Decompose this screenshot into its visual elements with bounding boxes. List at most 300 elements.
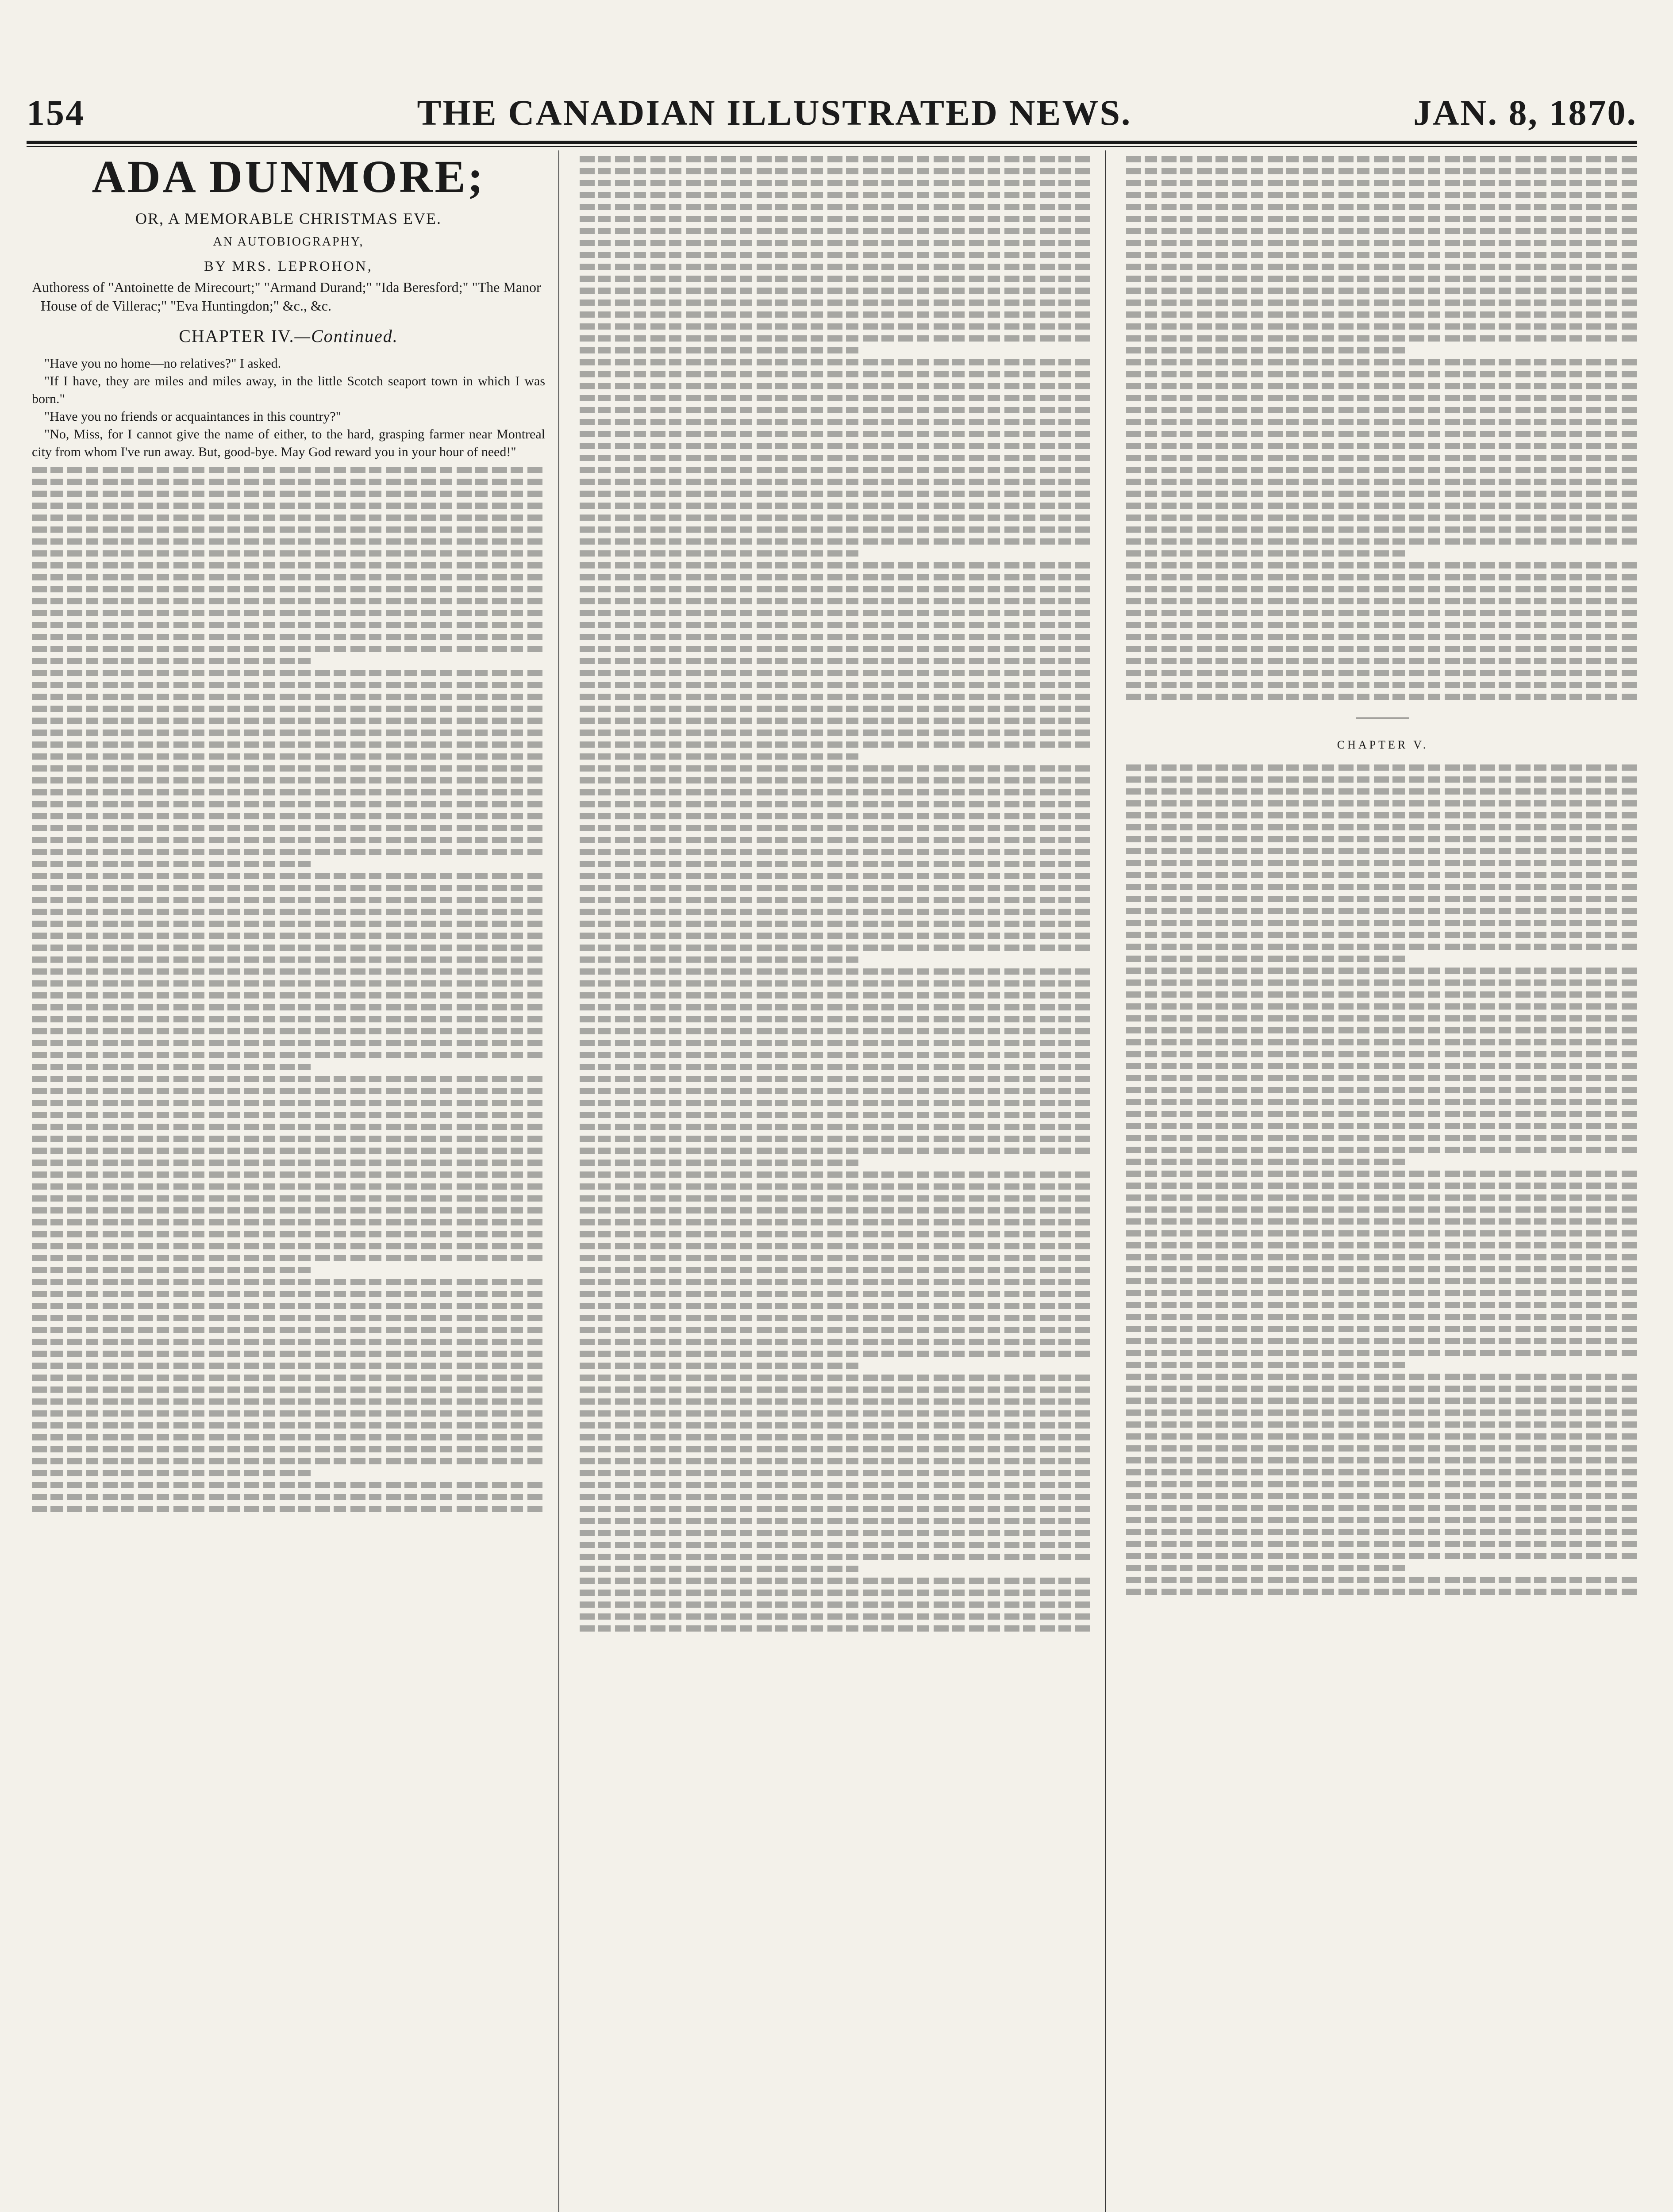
illegible-line	[1126, 1099, 1639, 1105]
illegible-line	[1126, 634, 1639, 640]
illegible-line	[580, 1482, 1093, 1488]
illegible-line	[580, 156, 1093, 162]
illegible-line	[1126, 1386, 1639, 1392]
illegible-line	[580, 359, 1093, 365]
chapter-heading	[32, 325, 545, 348]
paragraph: "No, Miss, for I cannot give the name of either, to the hard, grasping farmer near Montreal city from whom I've run away. But, good-bye. May God reward you in your hour of need!"	[32, 427, 545, 459]
illegible-line	[1126, 180, 1639, 186]
illegible-line	[580, 622, 1093, 628]
illegible-line	[32, 1243, 545, 1249]
illegible-line	[1126, 1362, 1408, 1368]
illegible-line	[580, 550, 862, 557]
illegible-line	[1126, 1314, 1639, 1320]
illegible-line	[1126, 419, 1639, 425]
illegible-line	[1126, 1266, 1639, 1272]
illegible-line	[1126, 1111, 1639, 1117]
illegible-line	[32, 1195, 545, 1202]
illegible-line	[1126, 1254, 1639, 1260]
illegible-line	[32, 682, 545, 688]
illegible-line	[32, 1231, 545, 1237]
illegible-line	[1126, 1218, 1639, 1225]
illegible-line	[1126, 956, 1408, 962]
illegible-line	[580, 1171, 1093, 1178]
illegible-line	[580, 646, 1093, 652]
illegible-line	[580, 789, 1093, 795]
illegible-line	[580, 861, 1093, 867]
illegible-line	[580, 455, 1093, 461]
illegible-line	[32, 873, 545, 879]
illegible-line	[32, 515, 545, 521]
illegible-line	[580, 1375, 1093, 1381]
illegible-line	[1126, 276, 1639, 282]
illegible-line	[32, 1375, 545, 1381]
illegible-line	[580, 813, 1093, 819]
illegible-line	[580, 1195, 1093, 1202]
illegible-line	[32, 1482, 545, 1488]
illegible-line	[580, 371, 1093, 377]
illegible-line	[1126, 991, 1639, 998]
story-title: ADA DUNMORE;	[92, 151, 485, 202]
publication-title: THE CANADIAN ILLUSTRATED NEWS.	[417, 92, 1132, 133]
illegible-line	[580, 1160, 862, 1166]
illegible-line	[32, 789, 545, 795]
illegible-line	[32, 861, 314, 867]
paragraph: "Have you no home—no relatives?" I asked.	[44, 356, 281, 371]
illegible-line	[580, 300, 1093, 306]
illegible-line	[1126, 1051, 1639, 1057]
illegible-line	[580, 801, 1093, 807]
illegible-line	[1126, 1087, 1639, 1093]
page-header	[27, 88, 1637, 137]
illegible-line	[580, 1458, 1093, 1464]
illegible-line	[580, 1255, 1093, 1261]
illegible-line	[1126, 1183, 1639, 1189]
illegible-line	[32, 694, 545, 700]
illegible-line	[580, 1398, 1093, 1405]
illegible-line	[1126, 682, 1639, 688]
illegible-line	[580, 180, 1093, 186]
illegible-line	[32, 968, 545, 975]
illegible-line	[1126, 1194, 1639, 1201]
illegible-line	[580, 1004, 1093, 1010]
illegible-line	[1126, 156, 1639, 162]
illegible-line	[32, 741, 545, 748]
illegible-line	[580, 1351, 1093, 1357]
illegible-line	[32, 730, 545, 736]
illegible-line	[1126, 932, 1639, 938]
illegible-line	[1126, 836, 1639, 842]
illegible-line	[580, 837, 1093, 843]
illegible-line	[32, 801, 545, 807]
illegible-line	[580, 538, 1093, 545]
illegible-line	[580, 168, 1093, 174]
illegible-line	[32, 1136, 545, 1142]
illegible-line	[32, 1124, 545, 1130]
illegible-line	[580, 1518, 1093, 1524]
illegible-line	[580, 1064, 1093, 1070]
illegible-line	[580, 980, 1093, 987]
illegible-line	[32, 1088, 545, 1094]
illegible-line	[580, 1530, 1093, 1536]
illegible-line	[32, 1148, 545, 1154]
column-divider	[1105, 150, 1106, 2212]
illegible-line	[1126, 395, 1639, 401]
illegible-line	[32, 753, 545, 760]
illegible-line	[32, 897, 545, 903]
illegible-line	[1126, 1529, 1639, 1535]
illegible-line	[580, 933, 1093, 939]
illegible-text-block	[1126, 156, 1639, 700]
illegible-line	[1126, 920, 1639, 926]
illegible-line	[580, 240, 1093, 246]
illegible-line	[32, 538, 545, 545]
column-3	[1126, 150, 1639, 2212]
column-divider	[558, 150, 559, 2212]
illegible-line	[32, 562, 545, 568]
illegible-line	[580, 777, 1093, 783]
column-1	[32, 150, 545, 2212]
illegible-line	[1126, 562, 1639, 568]
illegible-line	[32, 1458, 545, 1464]
illegible-line	[32, 1470, 314, 1476]
illegible-line	[580, 682, 1093, 688]
illegible-line	[32, 467, 545, 473]
illegible-line	[32, 909, 545, 915]
illegible-line	[32, 586, 545, 592]
illegible-line	[32, 706, 545, 712]
header-rule-thin	[27, 146, 1637, 147]
illegible-line	[1126, 1075, 1639, 1081]
illegible-line	[580, 276, 1093, 282]
illegible-line	[1126, 503, 1639, 509]
illegible-line	[580, 395, 1093, 401]
illegible-line	[32, 849, 545, 855]
illegible-line	[1126, 1409, 1639, 1416]
story-authoress: Authoress of "Antoinette de Mirecourt;" "Armand Durand;" "Ida Beresford;" "The Manor House of de Villerac;" "Eva Huntingdon;" &c., &c.	[32, 279, 541, 314]
illegible-line	[1126, 1003, 1639, 1010]
illegible-line	[32, 765, 545, 772]
illegible-line	[1126, 1135, 1639, 1141]
illegible-line	[1126, 764, 1639, 771]
story-byline: BY MRS. LEPROHON,	[204, 258, 373, 274]
page-number: 154	[27, 92, 85, 133]
paragraph: "If I have, they are miles and miles away, in the little Scotch seaport town in which I was born."	[32, 374, 545, 406]
illegible-line	[32, 1339, 545, 1345]
illegible-line	[1126, 598, 1639, 604]
illegible-line	[580, 503, 1093, 509]
illegible-line	[1126, 1457, 1639, 1463]
illegible-line	[1126, 896, 1639, 902]
illegible-line	[32, 1183, 545, 1190]
illegible-line	[580, 1446, 1093, 1452]
illegible-line	[32, 491, 545, 497]
illegible-line	[580, 311, 1093, 318]
illegible-line	[32, 1291, 545, 1297]
illegible-line	[32, 956, 545, 963]
illegible-line	[580, 1422, 1093, 1429]
illegible-line	[1126, 240, 1639, 246]
illegible-line	[580, 288, 1093, 294]
illegible-line	[32, 1410, 545, 1417]
illegible-line	[1126, 407, 1639, 413]
illegible-line	[1126, 1230, 1639, 1237]
illegible-line	[32, 1506, 545, 1512]
illegible-line	[580, 1410, 1093, 1417]
illegible-line	[32, 1040, 545, 1046]
illegible-line	[580, 658, 1093, 664]
header-rule	[27, 141, 1637, 144]
illegible-line	[580, 479, 1093, 485]
illegible-line	[32, 1076, 545, 1082]
illegible-line	[32, 980, 545, 987]
illegible-line	[1126, 848, 1639, 854]
illegible-line	[580, 1566, 862, 1572]
illegible-line	[580, 1040, 1093, 1046]
illegible-line	[580, 1243, 1093, 1249]
illegible-line	[580, 1386, 1093, 1393]
illegible-line	[1126, 872, 1639, 878]
illegible-line	[580, 1601, 1093, 1608]
illegible-line	[1126, 1123, 1639, 1129]
illegible-line	[580, 1363, 862, 1369]
illegible-line	[580, 1327, 1093, 1333]
illegible-line	[580, 1112, 1093, 1118]
illegible-line	[580, 921, 1093, 927]
illegible-line	[32, 1422, 545, 1429]
illegible-line	[1126, 1589, 1639, 1595]
illegible-line	[580, 634, 1093, 640]
illegible-line	[580, 192, 1093, 198]
illegible-line	[580, 443, 1093, 449]
illegible-line	[1126, 1302, 1639, 1308]
illegible-line	[580, 1542, 1093, 1548]
illegible-line	[1126, 335, 1639, 342]
illegible-line	[580, 753, 862, 760]
illegible-line	[1126, 1278, 1639, 1284]
illegible-line	[580, 383, 1093, 389]
illegible-line	[580, 1219, 1093, 1225]
illegible-line	[32, 933, 545, 939]
illegible-line	[580, 1279, 1093, 1285]
illegible-line	[580, 1578, 1093, 1584]
illegible-line	[32, 813, 545, 819]
illegible-line	[32, 1052, 545, 1058]
illegible-line	[1126, 1421, 1639, 1428]
illegible-line	[580, 1052, 1093, 1058]
illegible-line	[32, 1327, 545, 1333]
illegible-line	[32, 1267, 314, 1273]
illegible-line	[580, 1315, 1093, 1321]
illegible-line	[580, 335, 1093, 342]
illegible-line	[1126, 1493, 1639, 1499]
illegible-line	[580, 526, 1093, 533]
illegible-line	[1126, 526, 1639, 533]
illegible-line	[32, 1064, 314, 1070]
illegible-line	[1126, 884, 1639, 890]
illegible-line	[32, 1219, 545, 1225]
illegible-line	[580, 730, 1093, 736]
illegible-line	[580, 467, 1093, 473]
illegible-line	[32, 1112, 545, 1118]
illegible-text-block	[1126, 764, 1639, 1595]
illegible-line	[580, 347, 862, 353]
illegible-line	[1126, 1206, 1639, 1213]
illegible-line	[580, 718, 1093, 724]
illegible-line	[580, 1183, 1093, 1190]
illegible-line	[32, 1255, 545, 1261]
illegible-line	[32, 945, 545, 951]
illegible-line	[32, 1303, 545, 1309]
illegible-line	[32, 658, 314, 664]
illegible-line	[32, 1494, 545, 1500]
chapter-label: CHAPTER IV.	[179, 326, 295, 346]
illegible-line	[580, 1136, 1093, 1142]
illegible-line	[580, 1339, 1093, 1345]
illegible-line	[580, 419, 1093, 425]
illegible-line	[580, 897, 1093, 903]
illegible-line	[1126, 574, 1639, 580]
illegible-line	[1126, 824, 1639, 830]
illegible-line	[32, 574, 545, 580]
illegible-line	[580, 1207, 1093, 1214]
illegible-line	[1126, 1398, 1639, 1404]
illegible-line	[580, 1016, 1093, 1022]
illegible-line	[32, 1386, 545, 1393]
illegible-line	[580, 1506, 1093, 1512]
illegible-line	[580, 323, 1093, 330]
issue-date: JAN. 8, 1870.	[1413, 92, 1637, 133]
illegible-line	[32, 1279, 545, 1285]
illegible-line	[32, 1446, 545, 1452]
illegible-line	[580, 1231, 1093, 1237]
illegible-line	[32, 837, 545, 843]
illegible-line	[1126, 371, 1639, 377]
illegible-line	[1126, 658, 1639, 664]
illegible-line	[1126, 1147, 1639, 1153]
illegible-line	[1126, 944, 1639, 950]
illegible-line	[32, 921, 545, 927]
illegible-line	[580, 204, 1093, 210]
illegible-line	[32, 885, 545, 891]
illegible-line	[1126, 1565, 1408, 1571]
illegible-line	[1126, 311, 1639, 318]
illegible-line	[580, 849, 1093, 855]
illegible-line	[580, 1554, 1093, 1560]
illegible-line	[580, 706, 1093, 712]
illegible-line	[580, 1613, 1093, 1620]
illegible-line	[1126, 252, 1639, 258]
illegible-line	[32, 610, 545, 616]
illegible-line	[1126, 204, 1639, 210]
illegible-line	[32, 1100, 545, 1106]
illegible-line	[580, 1100, 1093, 1106]
illegible-line	[580, 741, 1093, 748]
illegible-line	[1126, 776, 1639, 783]
illegible-line	[1126, 323, 1639, 330]
column-2	[580, 150, 1093, 2212]
chapter-continued: —Continued.	[294, 326, 398, 346]
illegible-line	[1126, 515, 1639, 521]
illegible-line	[1126, 192, 1639, 198]
illegible-line	[32, 670, 545, 676]
illegible-line	[580, 1028, 1093, 1034]
illegible-line	[1126, 788, 1639, 795]
illegible-line	[1126, 467, 1639, 473]
illegible-line	[580, 1076, 1093, 1082]
illegible-line	[32, 646, 545, 652]
illegible-line	[1126, 800, 1639, 806]
illegible-line	[580, 264, 1093, 270]
illegible-line	[32, 598, 545, 604]
illegible-line	[580, 1434, 1093, 1440]
illegible-line	[580, 228, 1093, 234]
illegible-line	[1126, 383, 1639, 389]
illegible-line	[32, 622, 545, 628]
illegible-line	[32, 1207, 545, 1214]
illegible-line	[32, 777, 545, 783]
illegible-line	[1126, 1541, 1639, 1547]
illegible-line	[32, 634, 545, 640]
illegible-line	[1126, 1469, 1639, 1475]
illegible-line	[32, 718, 545, 724]
illegible-line	[580, 873, 1093, 879]
illegible-line	[1126, 1338, 1639, 1344]
illegible-line	[580, 515, 1093, 521]
illegible-line	[580, 694, 1093, 700]
illegible-line	[1126, 968, 1639, 974]
illegible-line	[580, 491, 1093, 497]
illegible-line	[32, 1171, 545, 1178]
illegible-line	[1126, 443, 1639, 449]
illegible-line	[1126, 610, 1639, 616]
illegible-line	[1126, 1039, 1639, 1045]
illegible-line	[580, 252, 1093, 258]
illegible-text-block	[580, 156, 1093, 1632]
illegible-line	[580, 1625, 1093, 1632]
illegible-line	[1126, 694, 1639, 700]
illegible-line	[1126, 1517, 1639, 1523]
illegible-line	[1126, 288, 1639, 294]
illegible-line	[32, 825, 545, 831]
illegible-line	[1126, 479, 1639, 485]
illegible-line	[32, 1315, 545, 1321]
illegible-line	[580, 407, 1093, 413]
illegible-line	[32, 1004, 545, 1010]
illegible-line	[1126, 1290, 1639, 1296]
illegible-line	[1126, 264, 1639, 270]
illegible-line	[580, 586, 1093, 592]
story-tag: AN AUTOBIOGRAPHY,	[213, 235, 364, 249]
illegible-line	[1126, 1159, 1408, 1165]
illegible-line	[1126, 216, 1639, 222]
illegible-line	[1126, 1171, 1639, 1177]
illegible-line	[1126, 1027, 1639, 1033]
illegible-line	[1126, 1445, 1639, 1452]
illegible-line	[580, 1088, 1093, 1094]
illegible-line	[1126, 622, 1639, 628]
chapter-v-heading: CHAPTER V.	[1337, 738, 1429, 751]
illegible-line	[1126, 908, 1639, 914]
illegible-line	[1126, 586, 1639, 592]
illegible-line	[1126, 491, 1639, 497]
illegible-line	[580, 825, 1093, 831]
illegible-line	[580, 574, 1093, 580]
illegible-line	[580, 1148, 1093, 1154]
illegible-line	[1126, 1577, 1639, 1583]
illegible-line	[580, 945, 1093, 951]
illegible-line	[1126, 1015, 1639, 1022]
illegible-line	[580, 765, 1093, 772]
